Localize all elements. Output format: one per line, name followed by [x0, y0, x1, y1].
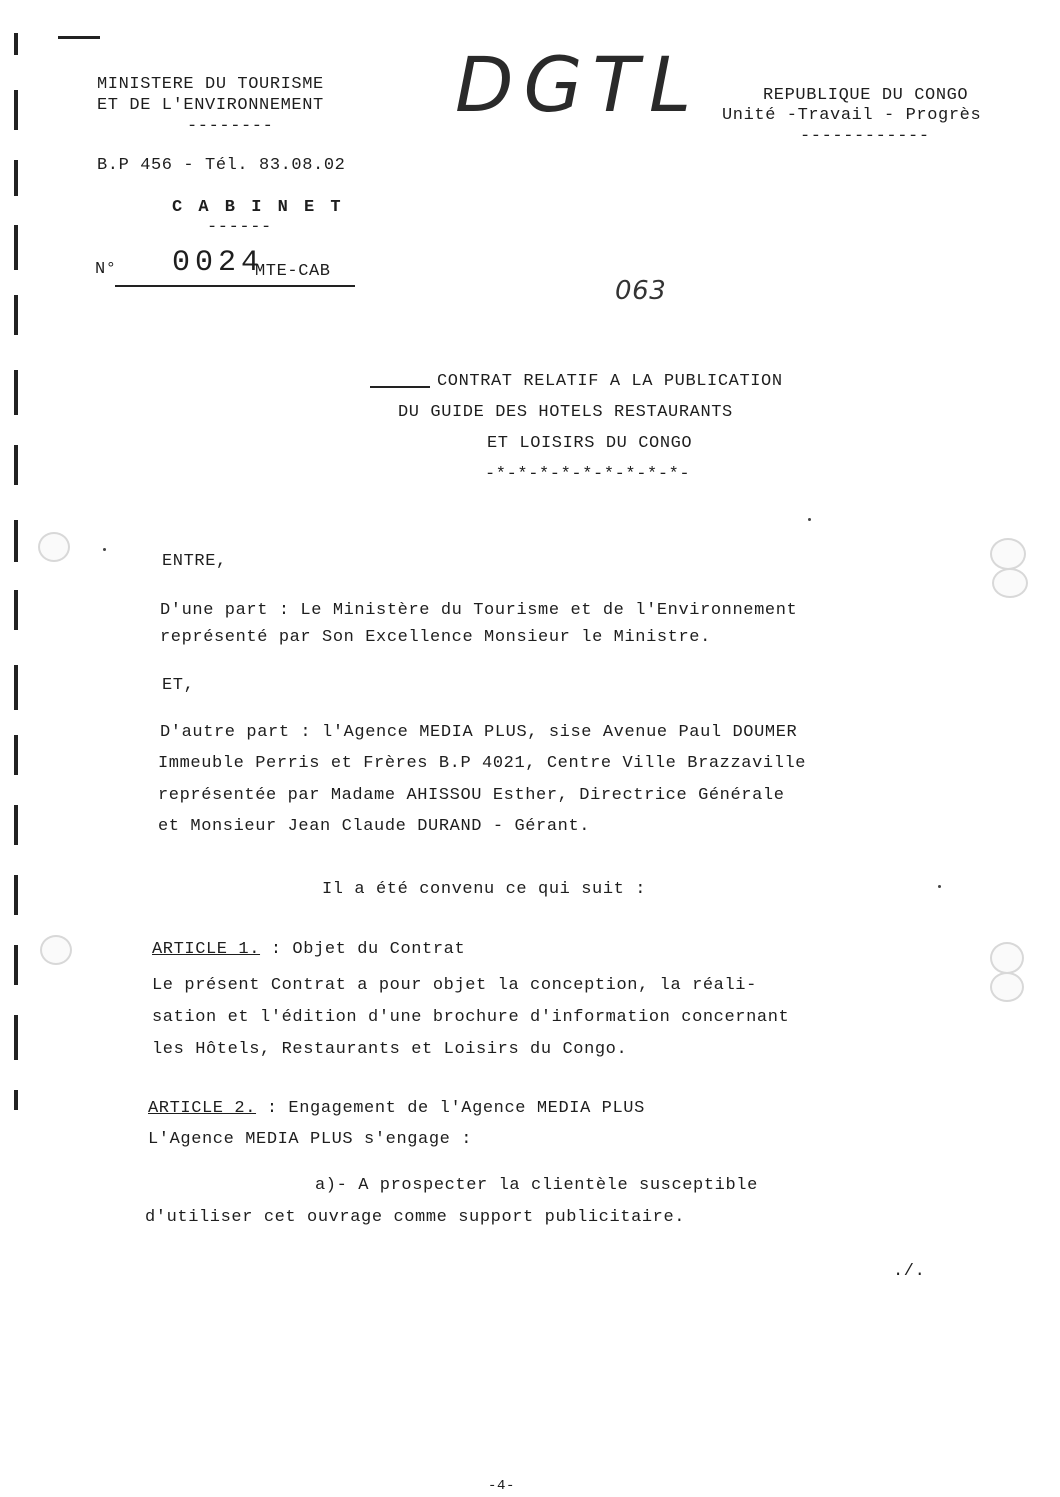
scan-speck: [938, 885, 941, 888]
title-line3: ET LOISIRS DU CONGO: [487, 434, 693, 453]
article1-heading: [152, 940, 465, 959]
article1-line3: les Hôtels, Restaurants et Loisirs du Congo.: [152, 1040, 628, 1059]
margin-mark: [14, 370, 18, 415]
article2-line1: L'Agence MEDIA PLUS s'engage :: [148, 1130, 473, 1149]
margin-mark: [14, 90, 18, 130]
continuation-mark: ./.: [893, 1262, 926, 1281]
cabinet-rule: ------: [207, 218, 272, 237]
margin-mark: [58, 36, 100, 39]
article2-item-a-line1: a)- A prospecter la clientèle susceptible: [315, 1176, 758, 1195]
margin-mark: [14, 735, 18, 775]
parties-intro: ENTRE,: [162, 552, 227, 571]
margin-mark: [14, 875, 18, 915]
reference-number-prefix: N°: [95, 260, 117, 279]
punch-hole: [990, 972, 1024, 1002]
ministry-name-line2: ET DE L'ENVIRONNEMENT: [97, 96, 324, 115]
margin-mark: [14, 1015, 18, 1060]
article1-title: : Objet du Contrat: [260, 940, 466, 959]
title-line2: DU GUIDE DES HOTELS RESTAURANTS: [398, 403, 733, 422]
margin-mark: [14, 665, 18, 710]
reference-number-suffix: MTE-CAB: [255, 262, 331, 281]
first-party-line1: D'une part : Le Ministère du Tourisme et de l'Environnement: [160, 601, 798, 620]
second-party-line4: et Monsieur Jean Claude DURAND - Gérant.: [158, 817, 591, 836]
reference-number-value: 0024: [172, 246, 265, 280]
margin-mark: [14, 805, 18, 845]
title-divider: -*-*-*-*-*-*-*-*-*-: [485, 465, 691, 484]
article2-label: ARTICLE 2.: [148, 1099, 257, 1118]
scan-speck: [103, 548, 106, 551]
margin-mark: [14, 160, 18, 196]
conjunction-et: ET,: [162, 676, 195, 695]
second-party-line1: D'autre part : l'Agence MEDIA PLUS, sise Avenue Paul DOUMER: [160, 723, 798, 742]
scan-speck: [808, 518, 811, 521]
title-bracket-mark: [370, 370, 430, 388]
national-motto: Unité -Travail - Progrès: [722, 106, 982, 125]
handwritten-reference: 063: [615, 276, 667, 306]
ministry-rule: --------: [187, 117, 274, 136]
republic-name: REPUBLIQUE DU CONGO: [763, 86, 969, 105]
republic-rule: ------------: [800, 127, 930, 146]
article2-heading: [148, 1099, 645, 1118]
article1-label: ARTICLE 1.: [152, 940, 261, 959]
reference-number-underline: [115, 285, 355, 287]
article1-line1: Le présent Contrat a pour objet la conception, la réali-: [152, 976, 757, 995]
margin-mark: [14, 520, 18, 562]
margin-mark: [14, 225, 18, 270]
punch-hole: [40, 935, 72, 965]
margin-mark: [14, 1090, 18, 1110]
margin-mark: [14, 33, 18, 55]
punch-hole: [992, 568, 1028, 598]
postal-phone: B.P 456 - Tél. 83.08.02: [97, 156, 346, 175]
title-line1: CONTRAT RELATIF A LA PUBLICATION: [437, 372, 783, 391]
punch-hole: [38, 532, 70, 562]
second-party-line2: Immeuble Perris et Frères B.P 4021, Centre Ville Brazzaville: [158, 754, 807, 773]
margin-mark: [14, 445, 18, 485]
article1-line2: sation et l'édition d'une brochure d'information concernant: [152, 1008, 790, 1027]
handwritten-dgtl: DGTL: [455, 40, 702, 129]
agreement-statement: Il a été convenu ce qui suit :: [322, 880, 647, 899]
cabinet-label: C A B I N E T: [172, 198, 344, 217]
punch-hole: [990, 538, 1026, 570]
article2-title: : Engagement de l'Agence MEDIA PLUS: [256, 1099, 645, 1118]
page-number: -4-: [488, 1478, 516, 1494]
margin-mark: [14, 590, 18, 630]
punch-hole: [990, 942, 1024, 974]
article2-item-a-line2: d'utiliser cet ouvrage comme support publicitaire.: [145, 1208, 686, 1227]
first-party-line2: représenté par Son Excellence Monsieur le Ministre.: [160, 628, 711, 647]
margin-mark: [14, 945, 18, 985]
second-party-line3: représentée par Madame AHISSOU Esther, Directrice Générale: [158, 786, 785, 805]
margin-mark: [14, 295, 18, 335]
ministry-name-line1: MINISTERE DU TOURISME: [97, 75, 324, 94]
